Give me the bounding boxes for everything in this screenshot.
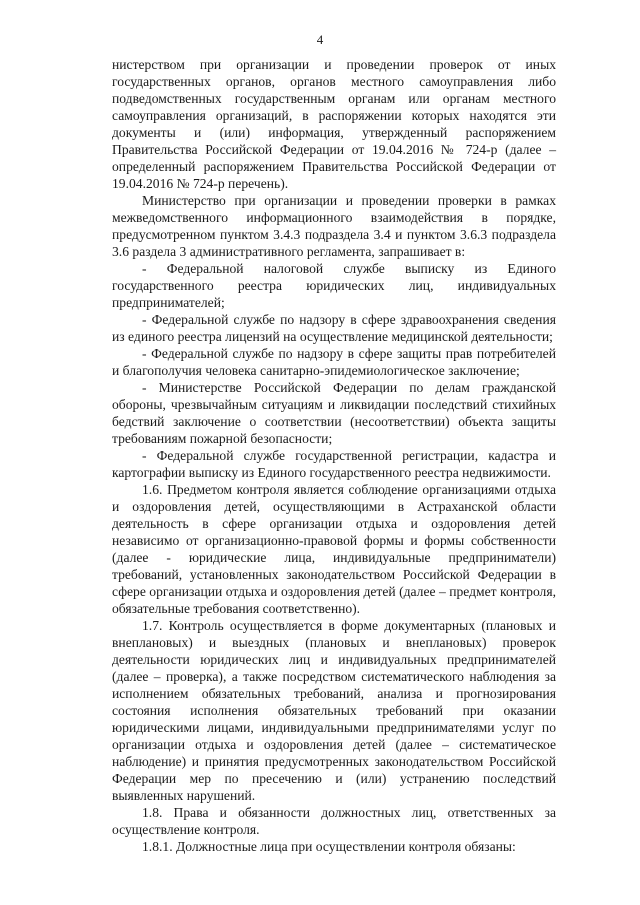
list-item-tax-service: - Федеральной налоговой службе выписку из Единого государственного реестра юридических лиц, индивидуальных предпринимателей; bbox=[112, 261, 556, 310]
paragraph-ministry-requests: Министерство при организации и проведении проверки в рамках межведомственного информационного взаимодействия в порядке, предусмотренном пунктом 3.4.3 подраздела 3.4 и пунктом 3.6.3 подраздела 3.6 раздела 3 административного регламента, запрашивает в: bbox=[112, 193, 556, 259]
paragraph-1-7-form: 1.7. Контроль осуществляется в форме документарных (плановых и внеплановых) и выездных (плановых и внеплановых) проверок деятельности юридических лиц и индивидуальных предпринимателей (далее – проверка), а также посредством систематического наблюдения за исполнением обязательных требований, анализа и прогнозирования состояния исполнения обязательных требований при оказании юридическими лицами, индивидуальными предпринимателями услуг по организации отдыха и оздоровления детей (далее – систематическое наблюдение) и принятия предусмотренных законодательством Российской Федерации мер по пресечению и (или) устранению последствий выявленных нарушений. bbox=[112, 618, 556, 803]
list-item-registration-service: - Федеральной службе государственной регистрации, кадастра и картографии выписку из Единого государственного реестра недвижимости. bbox=[112, 448, 556, 480]
page-number: 4 bbox=[316, 32, 324, 47]
paragraph-1-8-1-duties: 1.8.1. Должностные лица при осуществлении контроля обязаны: bbox=[142, 839, 516, 854]
document-body bbox=[112, 56, 556, 855]
paragraph-continuation: нистерством при организации и проведении проверок от иных государственных органов, органов местного самоуправления либо подведомственных государственным органам или органам местного самоуправления организаций, в распоряжении которых находятся эти документы и (или) информация, утвержденный распоряжением Правительства Российской Федерации от 19.04.2016 № 724-р (далее – определенный распоряжением Правительства Российской Федерации от 19.04.2016 № 724-р перечень). bbox=[112, 57, 556, 191]
list-item-emergencies-ministry: - Министерстве Российской Федерации по делам гражданской обороны, чрезвычайным ситуациям и ликвидации последствий стихийных бедствий заключение о соответствии (несоответствии) объекта защиты требованиям пожарной безопасности; bbox=[112, 380, 556, 446]
paragraph-1-8-rights: 1.8. Права и обязанности должностных лиц, ответственных за осуществление контроля. bbox=[112, 805, 556, 837]
list-item-consumer-protection: - Федеральной службе по надзору в сфере защиты прав потребителей и благополучия человека санитарно-эпидемиологическое заключение; bbox=[112, 346, 556, 378]
paragraph-1-6-subject: 1.6. Предметом контроля является соблюдение организациями отдыха и оздоровления детей, осуществляющими в Астраханской области деятельность в сфере организации отдыха и оздоровления детей независимо от организационно-правовой формы и формы собственности (далее - юридические лица, индивидуальные предприниматели) требований, установленных законодательством Российской Федерации в сфере организации отдыха и оздоровления детей (далее – предмет контроля, обязательные требования соответственно). bbox=[112, 482, 556, 616]
list-item-healthcare-supervision: - Федеральной службе по надзору в сфере здравоохранения сведения из единого реестра лицензий на осуществление медицинской деятельности; bbox=[112, 312, 556, 344]
